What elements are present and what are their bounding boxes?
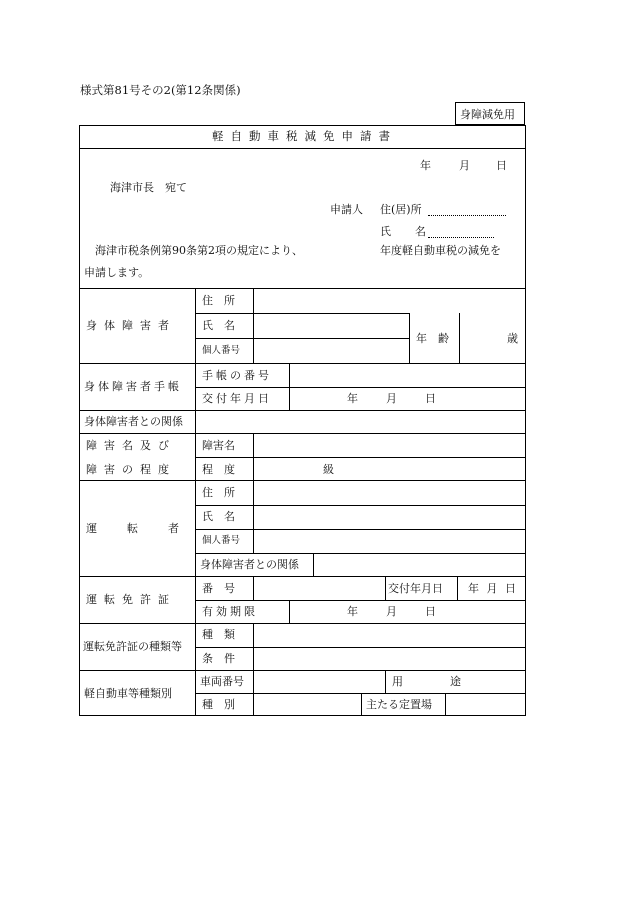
license-valid-day: 日: [425, 605, 436, 618]
statement-line1: 海津市税条例第90条第2項の規定により、: [95, 244, 303, 257]
section-disability-line2: 障害の程度: [86, 463, 176, 476]
handbook-number-field[interactable]: [290, 364, 525, 387]
date-year-label: 年: [420, 159, 431, 172]
relation-field[interactable]: [196, 411, 525, 433]
relation-label: 身体障害者との関係: [84, 415, 183, 428]
applicant-label: 申請人: [330, 203, 363, 216]
section-vehicle: 軽自動車等種類別: [84, 687, 172, 700]
statement-fiscal-year: 年度軽自動車税の減免を: [380, 244, 501, 257]
handbook-issue-date-label: 交付年月日: [202, 392, 272, 405]
license-number-label: 番 号: [202, 582, 235, 595]
section-disability-line1: 障害名及び: [86, 439, 176, 452]
vehicle-plate-field[interactable]: [254, 671, 385, 693]
section-driver: 運転者: [86, 522, 209, 535]
license-kind-label: 種 類: [202, 628, 235, 641]
statement-line2: 申請します。: [84, 266, 150, 279]
license-validity-label: 有効期限: [202, 605, 258, 618]
license-valid-month: 月: [386, 605, 397, 618]
date-day-label: 日: [496, 159, 507, 172]
disabled-name-label: 氏 名: [202, 319, 235, 332]
section-disabled-person: 身体障害者: [86, 319, 176, 332]
disability-name-field[interactable]: [254, 434, 525, 457]
driver-relation-field[interactable]: [314, 554, 525, 576]
disabled-name-field[interactable]: [254, 314, 409, 338]
form-type-badge: [455, 102, 525, 125]
vehicle-usage-label: 用 途: [392, 675, 479, 688]
applicant-name-label-2: 名: [415, 225, 426, 238]
license-conditions-field[interactable]: [254, 648, 525, 670]
age-field[interactable]: [460, 314, 500, 363]
form-type-badge-label: 身障減免用: [460, 108, 515, 121]
driver-address-field[interactable]: [254, 481, 525, 505]
disability-degree-label: 程 度: [202, 463, 235, 476]
date-month-label: 月: [459, 159, 470, 172]
handbook-number-label: 手帳の番号: [202, 369, 272, 382]
vehicle-storage-label: 主たる定置場: [366, 698, 432, 711]
handbook-year: 年: [347, 392, 358, 405]
form-number: 様式第81号その2(第12条関係): [80, 83, 241, 97]
license-issue-date-label: 交付年月日: [388, 582, 443, 595]
disabled-address-field[interactable]: [254, 289, 525, 313]
license-conditions-label: 条 件: [202, 652, 235, 665]
section-license-type: 運転免許証の種類等: [83, 640, 182, 653]
applicant-name-field[interactable]: [428, 237, 494, 238]
vehicle-usage-field[interactable]: [458, 671, 525, 693]
addressee: 海津市長 宛て: [110, 181, 187, 194]
section-handbook: 身体障害者手帳: [84, 380, 182, 393]
driver-address-label: 住 所: [202, 486, 235, 499]
disability-grade: 級: [323, 463, 334, 476]
vehicle-storage-field[interactable]: [446, 694, 525, 716]
disabled-address-label: 住 所: [202, 294, 235, 307]
driver-personal-number-label: 個人番号: [202, 535, 241, 546]
driver-personal-number-field[interactable]: [254, 530, 525, 553]
disabled-personal-number-label: 個人番号: [202, 345, 241, 356]
driver-name-field[interactable]: [254, 506, 525, 529]
license-kind-field[interactable]: [254, 624, 525, 647]
applicant-address-label: 住(居)所: [380, 203, 422, 216]
license-issue-ymd: 年 月 日: [468, 582, 518, 595]
vehicle-type-field[interactable]: [254, 694, 361, 716]
applicant-name-label-1: 氏: [380, 225, 391, 238]
form-title: 軽自動車税減免申請書: [212, 129, 397, 143]
section-license: 運転免許証: [86, 593, 176, 606]
disabled-personal-number-field[interactable]: [254, 339, 409, 363]
applicant-address-field[interactable]: [428, 215, 506, 216]
age-label: 年 齢: [416, 332, 449, 345]
driver-name-label: 氏 名: [202, 510, 235, 523]
handbook-day: 日: [425, 392, 436, 405]
handbook-month: 月: [386, 392, 397, 405]
license-number-field[interactable]: [254, 577, 385, 600]
driver-relation-label: 身体障害者との関係: [200, 558, 299, 571]
disability-name-label: 障害名: [202, 439, 235, 452]
vehicle-type-label: 種 別: [202, 698, 235, 711]
vehicle-plate-label: 車両番号: [200, 675, 244, 688]
license-valid-year: 年: [347, 605, 358, 618]
age-unit: 歳: [507, 332, 518, 345]
